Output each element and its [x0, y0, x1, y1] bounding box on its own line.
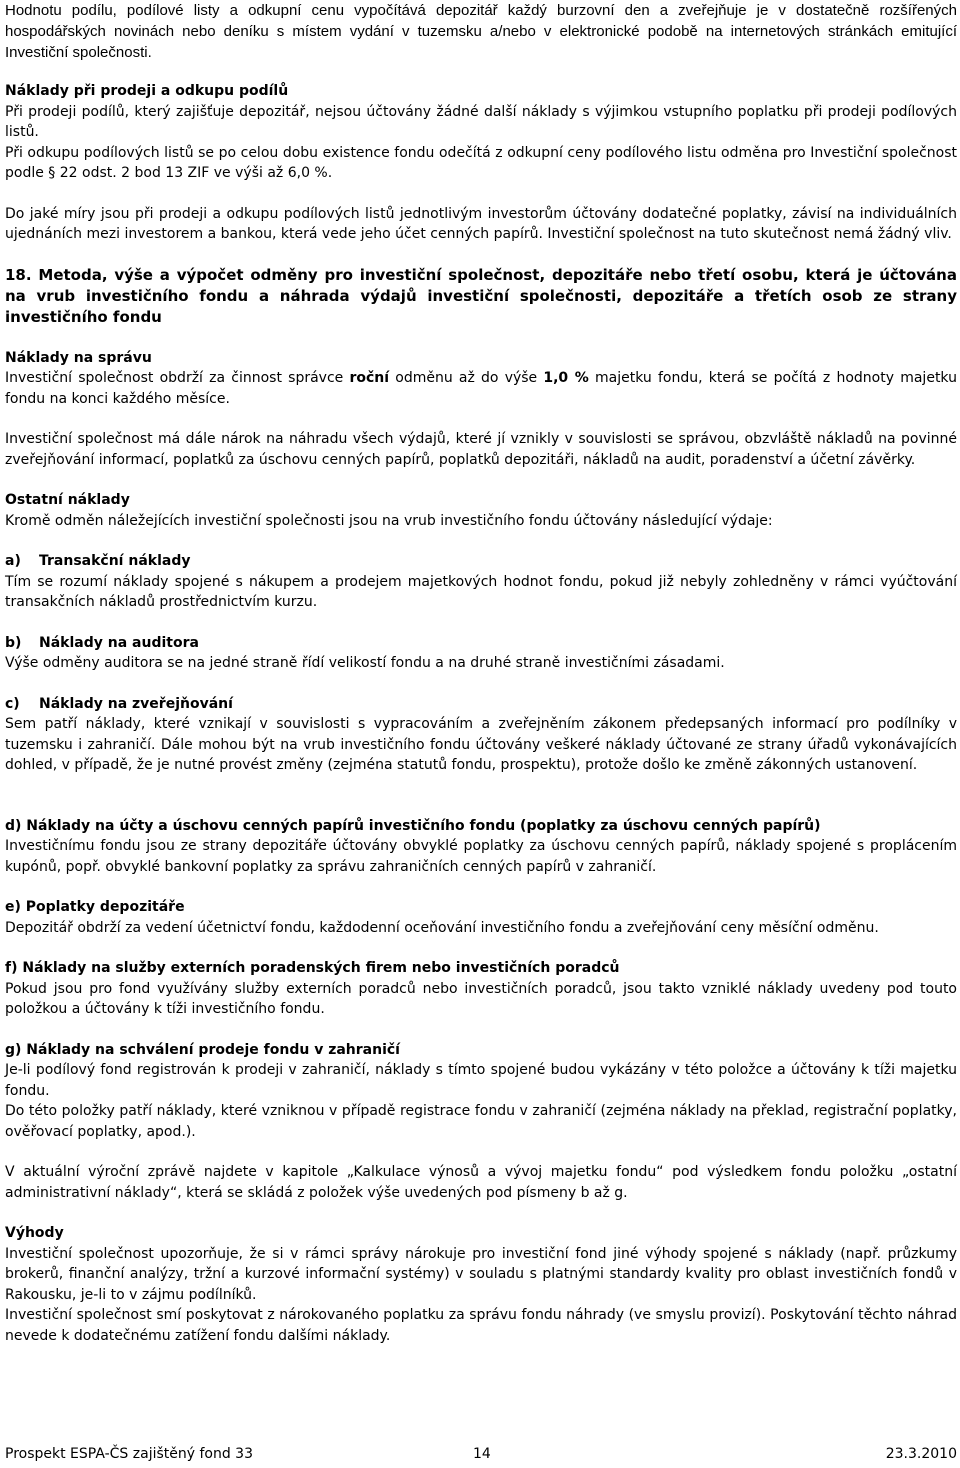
- item-c-label: c): [5, 695, 20, 712]
- benefits-heading: Výhody: [5, 1225, 64, 1241]
- sale-costs-paragraph-2: Při odkupu podílových listů se po celou dobu existence fondu odečítá z odkupní ceny podílového listu odměna pro Investiční společnost podle § 22 odst. 2 bod 13 ZIF ve výši až 6,0 %.: [5, 144, 957, 181]
- item-g-heading: g) Náklady na schválení prodeje fondu v zahraničí: [5, 1041, 400, 1058]
- item-b-heading: [5, 633, 957, 654]
- management-text-annual: roční: [349, 370, 390, 386]
- other-costs-intro: Kromě odměn náležejících investiční společnosti jsou na vrub investičního fondu účtovány následující výdaje:: [5, 512, 773, 529]
- item-f-heading: f) Náklady na služby externích poradenských firem nebo investičních poradců: [5, 960, 620, 976]
- item-e-text: Depozitář obdrží za vedení účetnictví fondu, každodenní oceňování investičního fondu a zveřejňování ceny měsíční odměnu.: [5, 919, 879, 936]
- item-b-title: Náklady na auditora: [39, 634, 199, 651]
- item-b-text: Výše odměny auditora se na jedné straně řídí velikostí fondu a na druhé straně investičními zásadami.: [5, 655, 725, 671]
- management-text-c: odměnu až do výše: [389, 370, 544, 386]
- item-b-label: b): [5, 634, 22, 651]
- management-paragraph-2: Investiční společnost má dále nárok na náhradu všech výdajů, které jí vznikly v souvislosti se správou, obzvláště nákladů na povinné zveřejňování informací, poplatků za úschovu cenných papírů, poplatků depozitáři, nákladů na audit, poradenství a účetní závěrky.: [5, 431, 957, 468]
- section-18-number: 18.: [5, 265, 32, 284]
- item-e-heading: e) Poplatky depozitáře: [5, 899, 185, 915]
- section-18-title: Metoda, výše a výpočet odměny pro investiční společnost, depozitáře nebo třetí osobu, která je účtována na vrub investičního fondu a náhrada výdajů investiční společnosti, depozitáře a třetích osob ze strany investičního fondu: [5, 265, 957, 326]
- item-a-label: a): [5, 553, 21, 569]
- page-footer: [5, 1444, 957, 1464]
- item-a-title: Transakční náklady: [39, 553, 191, 569]
- intro-paragraph: Hodnotu podílu, podílové listy a odkupní cenu vypočítává depozitář každý burzovní den a zveřejňuje je v dostatečně rozšířených hospodářských novinách nebo deníku s místem vydání v tuzemsku a/nebo v elektronické podobě na internetových stránkách emitující Investiční společnosti.: [5, 2, 957, 61]
- document-page: [5, 0, 957, 1346]
- item-c-text: Sem patří náklady, které vznikají v souvislosti s vypracováním a zveřejněním zákonem předepsaných informací pro podílníky v tuzemsku i zahraničí. Dále mohou být na vrub investičního fondu účtovány veškeré náklady účtované ze strany úřadů vykonávajících dohled, v případě, že je nutné provést změny (zejména statutů fondu, prospektu), protože došlo ke změně zákonných ustanovení.: [5, 716, 957, 773]
- management-paragraph-1: [5, 368, 957, 409]
- item-a-heading: [5, 551, 957, 572]
- sale-costs-paragraph-3: Do jaké míry jsou při prodeji a odkupu podílových listů jednotlivým investorům účtovány dodatečné poplatky, závisí na individuálních ujednáních mezi investorem a bankou, která vede jeho účet cenných papírů. Investiční společnost na tuto skutečnost nemá žádný vliv.: [5, 205, 957, 242]
- benefits-paragraph-2: Investiční společnost smí poskytovat z nárokovaného poplatku za správu fondu náhrady (ve smyslu provizí). Poskytování těchto náhrad nevede k dodatečnému zatížení fondu dalšími náklady.: [5, 1307, 957, 1344]
- section-18-heading: [5, 265, 957, 328]
- item-d-text: Investičnímu fondu jsou ze strany depozitáře účtovány obvyklé poplatky za úschovu cenných papírů, náklady spojené s proplácením kupónů, popř. obvyklé bankovní poplatky za správu zahraničních cenných papírů v zahraničí.: [5, 838, 957, 875]
- item-d-heading: d) Náklady na účty a úschovu cenných papírů investičního fondu (poplatky za úschovu cenných papírů): [5, 817, 821, 834]
- management-text-a: Investiční společnost obdrží za činnost správce: [5, 370, 350, 386]
- item-c-title: Náklady na zveřejňování: [39, 695, 233, 712]
- item-a-text: Tím se rozumí náklady spojené s nákupem a prodejem majetkových hodnot fondu, pokud již nebyly zohledněny v rámci vyúčtování transakčních nákladů prostřednictvím kurzu.: [5, 573, 957, 610]
- item-c-heading: [5, 694, 957, 715]
- other-costs-heading: Ostatní náklady: [5, 492, 130, 508]
- annual-report-note: V aktuální výroční zprávě najdete v kapitole „Kalkulace výnosů a vývoj majetku fondu“ pod výsledkem fondu položku „ostatní administrativní náklady“, která se skládá z položek výše uvedených pod písmeny b až g.: [5, 1164, 957, 1201]
- footer-date: 23.3.2010: [885, 1446, 957, 1462]
- footer-title: Prospekt ESPA-ČS zajištěný fond 33: [5, 1446, 253, 1462]
- management-heading: Náklady na správu: [5, 349, 152, 366]
- footer-page-number: 14: [473, 1446, 491, 1462]
- management-text-rate: 1,0 %: [543, 370, 589, 386]
- item-g-text-2: Do této položky patří náklady, které vzniknou v případě registrace fondu v zahraničí (zejména náklady na překlad, registrační poplatky, ověřovací poplatky, apod.).: [5, 1103, 957, 1140]
- management-text-e: majetku fondu, která se počítá z hodnoty majetku fondu na konci každého měsíce.: [5, 370, 957, 407]
- item-g-text-1: Je-li podílový fond registrován k prodeji v zahraničí, náklady s tímto spojené budou vykázány v této položce a účtovány k tíži majetku fondu.: [5, 1062, 957, 1099]
- benefits-paragraph-1: Investiční společnost upozorňuje, že si v rámci správy nárokuje pro investiční fond jiné výhody spojené s náklady (např. průzkumy brokerů, finanční analýzy, tržní a kurzové informační systémy) v souladu s platnými standardy kvality pro oblast investičních fondů v Rakousku, je-li to v zájmu podílníků.: [5, 1245, 957, 1303]
- sale-costs-paragraph-1: Při prodeji podílů, který zajišťuje depozitář, nejsou účtovány žádné další náklady s výjimkou vstupního poplatku při prodeji podílových listů.: [5, 103, 957, 140]
- sale-costs-heading: Náklady při prodeji a odkupu podílů: [5, 83, 289, 99]
- item-f-text: Pokud jsou pro fond využívány služby externích poradců nebo investičních poradců, jsou takto vzniklé náklady uvedeny pod touto položkou a účtovány k tíži investičního fondu.: [5, 980, 957, 1017]
